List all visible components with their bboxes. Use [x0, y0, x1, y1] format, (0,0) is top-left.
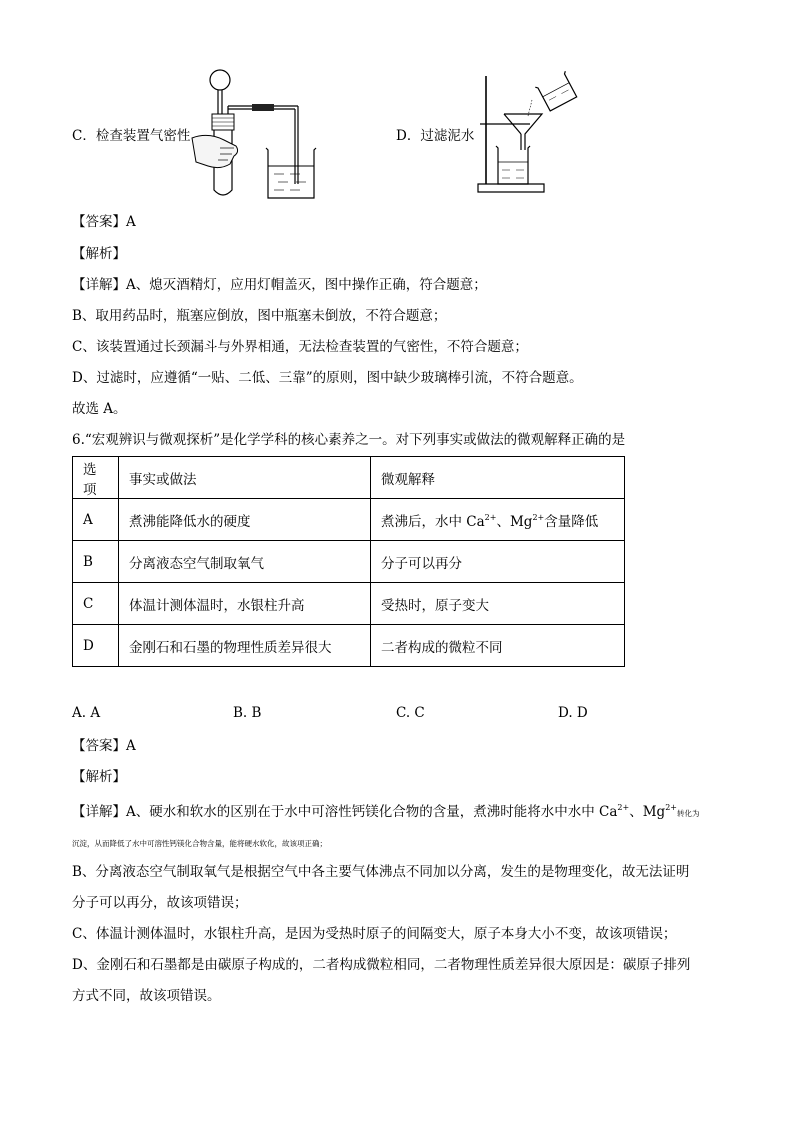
choice-d: D. D [558, 705, 588, 721]
q6-analysis-heading: 【解析】 [72, 769, 126, 785]
airtightness-apparatus-figure [190, 66, 320, 202]
detail-small-text: 转化为 [676, 809, 700, 818]
table-header-row [73, 457, 625, 499]
table-cell-text: 含量降低 [544, 513, 599, 530]
q6-answer: 【答案】A [72, 738, 136, 754]
table-header-cell: 事实或做法 [119, 457, 371, 499]
table-cell: C [73, 583, 119, 625]
q5-answer: 【答案】A [72, 214, 136, 230]
q5-detail-a: 【详解】A、熄灭酒精灯，应用灯帽盖灭，图中操作正确，符合题意； [72, 277, 487, 293]
filtration-apparatus-figure [470, 70, 582, 196]
table-cell: 受热时，原子变大 [371, 583, 625, 625]
table-cell: B [73, 541, 119, 583]
q5-detail-b: B、取用药品时，瓶塞应倒放，图中瓶塞未倒放，不符合题意； [72, 308, 447, 324]
detail-text: 【详解】A、硬水和软水的区别在于水中可溶性钙镁化合物的含量，煮沸时能将水中水中 Ca [72, 804, 618, 820]
option-c-label: C．检查装置气密性 [72, 128, 191, 144]
table-row [73, 499, 625, 541]
q6-options-table [72, 456, 625, 667]
table-cell: D [73, 625, 119, 667]
q6-detail-a [72, 798, 699, 824]
ion-charge: 2+ [617, 803, 630, 812]
table-cell-text: 、Mg [496, 513, 533, 530]
table-row [73, 625, 625, 667]
table-header-cell: 微观解释 [371, 457, 625, 499]
table-row [73, 583, 625, 625]
q6-detail-d-line2: 方式不同，故该项错误。 [72, 988, 221, 1004]
table-cell: 分子可以再分 [371, 541, 625, 583]
q6-detail-d-line1: D、金刚石和石墨都是由碳原子构成的，二者构成微粒相同，二者物理性质差异很大原因是：碳原子排列 [72, 957, 691, 973]
table-cell: 煮沸能降低水的硬度 [119, 499, 371, 541]
q6-stem: 6.“宏观辨识与微观探析”是化学学科的核心素养之一。对下列事实或做法的微观解释正确的是 [72, 432, 626, 448]
option-d-label: D．过滤泥水 [396, 128, 475, 144]
table-cell [371, 499, 625, 541]
table-cell: 分离液态空气制取氧气 [119, 541, 371, 583]
ion-charge: 2+ [665, 803, 677, 812]
choice-b: B. B [233, 705, 262, 721]
ion-charge: 2+ [532, 512, 545, 522]
q6-detail-c: C、体温计测体温时，水银柱升高，是因为受热时原子的间隔变大，原子本身大小不变，故该项错误； [72, 926, 677, 942]
q5-detail-c: C、该装置通过长颈漏斗与外界相通，无法检查装置的气密性，不符合题意； [72, 339, 528, 355]
q6-detail-a-continued: 沉淀，从而降低了水中可溶性钙镁化合物含量，能将硬水软化，故该项正确； [72, 839, 327, 848]
q5-analysis-heading: 【解析】 [72, 246, 126, 262]
q6-detail-b-line2: 分子可以再分，故该项错误； [72, 895, 248, 911]
table-cell: 二者构成的微粒不同 [371, 625, 625, 667]
table-cell: 金刚石和石墨的物理性质差异很大 [119, 625, 371, 667]
choice-c: C. C [396, 705, 425, 721]
detail-text: 、Mg [629, 804, 666, 820]
q6-detail-b-line1: B、分离液态空气制取氧气是根据空气中各主要气体沸点不同加以分离，发生的是物理变化，故无法证明 [72, 864, 690, 880]
table-cell: A [73, 499, 119, 541]
q5-conclusion: 故选 A。 [72, 401, 127, 417]
table-cell-text: 煮沸后，水中 Ca [381, 513, 485, 530]
ion-charge: 2+ [484, 512, 497, 522]
table-row [73, 541, 625, 583]
table-cell: 体温计测体温时，水银柱升高 [119, 583, 371, 625]
choice-a: A. A [72, 705, 101, 721]
table-header-cell: 选项 [73, 457, 119, 499]
q5-detail-d: D、过滤时，应遵循“一贴、二低、三靠”的原则，图中缺少玻璃棒引流，不符合题意。 [72, 370, 583, 386]
